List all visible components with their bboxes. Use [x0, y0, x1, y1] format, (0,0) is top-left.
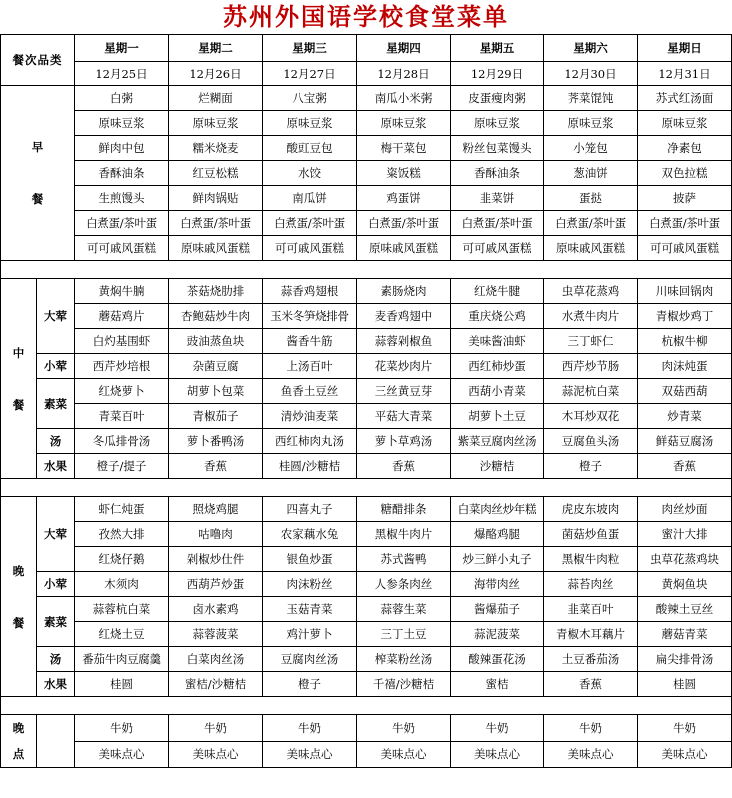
table-row: [1, 741, 732, 768]
dish-cell: 美味点心: [544, 741, 638, 768]
dish-cell: 原味戚风蛋糕: [169, 236, 263, 261]
category-label: 小荤: [37, 572, 75, 597]
dish-cell: 牛奶: [638, 715, 732, 742]
category-label: 汤: [37, 429, 75, 454]
dish-cell: 糯米烧麦: [169, 136, 263, 161]
dish-cell: 人参条肉丝: [357, 572, 451, 597]
dish-cell: 榨菜粉丝汤: [357, 647, 451, 672]
category-label: [37, 715, 75, 768]
dish-cell: 水煮牛肉片: [544, 304, 638, 329]
dish-cell: 西红柿肉丸汤: [263, 429, 357, 454]
table-row: [1, 62, 732, 86]
dish-cell: 酸辣土豆丝: [638, 597, 732, 622]
dish-cell: 红烧仔鹅: [75, 547, 169, 572]
table-row: [1, 404, 732, 429]
date-header: 12月25日: [75, 62, 169, 86]
table-row: [1, 354, 732, 379]
dish-cell: 花菜炒肉片: [357, 354, 451, 379]
dish-cell: 蘑菇鸡片: [75, 304, 169, 329]
dish-cell: 照烧鸡腿: [169, 497, 263, 522]
dish-cell: 美味点心: [169, 741, 263, 768]
dish-cell: 原味戚风蛋糕: [544, 236, 638, 261]
dish-cell: 卤水素鸡: [169, 597, 263, 622]
dish-cell: 咕噜肉: [169, 522, 263, 547]
dish-cell: 香酥油条: [451, 161, 544, 186]
dish-cell: 桂圆: [638, 672, 732, 697]
meal-label: 中 餐: [1, 279, 37, 479]
dish-cell: 双菇西葫: [638, 379, 732, 404]
meal-label: 晚 餐: [1, 497, 37, 697]
dish-cell: 肉沫粉丝: [263, 572, 357, 597]
dish-cell: 蒜香鸡翅根: [263, 279, 357, 304]
dish-cell: 蒜蓉杭白菜: [75, 597, 169, 622]
dish-cell: 原味豆浆: [169, 111, 263, 136]
category-label: 汤: [37, 647, 75, 672]
date-header: 12月30日: [544, 62, 638, 86]
dish-cell: 鲜菇豆腐汤: [638, 429, 732, 454]
dish-cell: 香蕉: [544, 672, 638, 697]
day-header: 星期四: [357, 35, 451, 62]
dish-cell: 八宝粥: [263, 86, 357, 111]
dish-cell: 麦香鸡翅中: [357, 304, 451, 329]
category-label: 素菜: [37, 597, 75, 647]
dish-cell: 美味点心: [263, 741, 357, 768]
table-row: [1, 672, 732, 697]
dish-cell: 葱油饼: [544, 161, 638, 186]
date-header: 12月29日: [451, 62, 544, 86]
dish-cell: 虾仁炖蛋: [75, 497, 169, 522]
dish-cell: 蘑菇青菜: [638, 622, 732, 647]
dish-cell: 酸豇豆包: [263, 136, 357, 161]
day-header: 星期三: [263, 35, 357, 62]
dish-cell: 冬瓜排骨汤: [75, 429, 169, 454]
date-header: 12月28日: [357, 62, 451, 86]
dish-cell: 白灼基围虾: [75, 329, 169, 354]
table-row: [1, 522, 732, 547]
dish-cell: 梅干菜包: [357, 136, 451, 161]
dish-cell: 原味豆浆: [357, 111, 451, 136]
table-row: [1, 454, 732, 479]
dish-cell: 虫草花蒸鸡块: [638, 547, 732, 572]
dish-cell: 烂糊面: [169, 86, 263, 111]
dish-cell: 川味回锅肉: [638, 279, 732, 304]
dish-cell: 炒三鲜小丸子: [451, 547, 544, 572]
dish-cell: 白煮蛋/茶叶蛋: [357, 211, 451, 236]
dish-cell: 杏鲍菇炒牛肉: [169, 304, 263, 329]
dish-cell: 桂圆: [75, 672, 169, 697]
dish-cell: 韭菜饼: [451, 186, 544, 211]
day-header: 星期六: [544, 35, 638, 62]
dish-cell: 香蕉: [638, 454, 732, 479]
dish-cell: 沙糖桔: [451, 454, 544, 479]
dish-cell: 千禧/沙糖桔: [357, 672, 451, 697]
dish-cell: 四喜丸子: [263, 497, 357, 522]
dish-cell: 三丝黄豆芽: [357, 379, 451, 404]
table-row: [1, 497, 732, 522]
dish-cell: 白粥: [75, 86, 169, 111]
dish-cell: 小笼包: [544, 136, 638, 161]
table-row: [1, 547, 732, 572]
table-row: [1, 597, 732, 622]
dish-cell: 原味戚风蛋糕: [357, 236, 451, 261]
table-row: [1, 211, 732, 236]
day-header: 星期一: [75, 35, 169, 62]
dish-cell: 虎皮东坡肉: [544, 497, 638, 522]
category-label: 水果: [37, 454, 75, 479]
dish-cell: 肉沫炖蛋: [638, 354, 732, 379]
dish-cell: 土豆番茄汤: [544, 647, 638, 672]
table-row: [1, 236, 732, 261]
table-row: [1, 186, 732, 211]
dish-cell: 牛奶: [169, 715, 263, 742]
table-row: [1, 715, 732, 742]
dish-cell: 可可戚风蛋糕: [263, 236, 357, 261]
dish-cell: 胡萝卜包菜: [169, 379, 263, 404]
dish-cell: 白煮蛋/茶叶蛋: [169, 211, 263, 236]
dish-cell: 菌菇炒鱼蛋: [544, 522, 638, 547]
dish-cell: 酸辣蛋花汤: [451, 647, 544, 672]
dish-cell: 农家藕水兔: [263, 522, 357, 547]
dish-cell: 红烧土豆: [75, 622, 169, 647]
dish-cell: 孜然大排: [75, 522, 169, 547]
dish-cell: 爆酪鸡腿: [451, 522, 544, 547]
dish-cell: 白煮蛋/茶叶蛋: [263, 211, 357, 236]
meal-label: 早 餐: [1, 86, 75, 261]
dish-cell: 三丁虾仁: [544, 329, 638, 354]
category-label: 大荤: [37, 279, 75, 354]
dish-cell: 西葫小青菜: [451, 379, 544, 404]
dish-cell: 番茄牛肉豆腐羹: [75, 647, 169, 672]
dish-cell: 杭椒牛柳: [638, 329, 732, 354]
dish-cell: 牛奶: [451, 715, 544, 742]
dish-cell: 水饺: [263, 161, 357, 186]
table-row: [1, 697, 732, 715]
dish-cell: 杂菌豆腐: [169, 354, 263, 379]
category-label: 大荤: [37, 497, 75, 572]
dish-cell: 黄焖鱼块: [638, 572, 732, 597]
dish-cell: 粢饭糕: [357, 161, 451, 186]
dish-cell: 美味点心: [75, 741, 169, 768]
dish-cell: 木耳炒双花: [544, 404, 638, 429]
dish-cell: 蜜桔/沙糖桔: [169, 672, 263, 697]
dish-cell: 红烧萝卜: [75, 379, 169, 404]
dish-cell: 牛奶: [75, 715, 169, 742]
dish-cell: 酱爆茄子: [451, 597, 544, 622]
dish-cell: 酱香牛筋: [263, 329, 357, 354]
dish-cell: 黄焖牛腩: [75, 279, 169, 304]
dish-cell: 可可戚风蛋糕: [75, 236, 169, 261]
dish-cell: 扁尖排骨汤: [638, 647, 732, 672]
table-row: [1, 329, 732, 354]
dish-cell: 银鱼炒蛋: [263, 547, 357, 572]
dish-cell: 重庆烧公鸡: [451, 304, 544, 329]
dish-cell: 蜜桔: [451, 672, 544, 697]
dish-cell: 原味豆浆: [638, 111, 732, 136]
dish-cell: 美味点心: [451, 741, 544, 768]
dish-cell: 玉米冬笋烧排骨: [263, 304, 357, 329]
dish-cell: 蒜蓉剁椒鱼: [357, 329, 451, 354]
dish-cell: 原味豆浆: [75, 111, 169, 136]
dish-cell: 萝卜番鸭汤: [169, 429, 263, 454]
dish-cell: 炒青菜: [638, 404, 732, 429]
dish-cell: 美味酱油虾: [451, 329, 544, 354]
table-row: [1, 111, 732, 136]
dish-cell: 苏式酱鸭: [357, 547, 451, 572]
dish-cell: 白煮蛋/茶叶蛋: [638, 211, 732, 236]
dish-cell: 白菜肉丝汤: [169, 647, 263, 672]
dish-cell: 香酥油条: [75, 161, 169, 186]
table-row: [1, 279, 732, 304]
meal-label: 晚 点: [1, 715, 37, 768]
dish-cell: 蛋挞: [544, 186, 638, 211]
dish-cell: 鲜肉中包: [75, 136, 169, 161]
day-header: 星期日: [638, 35, 732, 62]
category-label: 素菜: [37, 379, 75, 429]
dish-cell: 披萨: [638, 186, 732, 211]
dish-cell: 肉丝炒面: [638, 497, 732, 522]
dish-cell: 橙子: [263, 672, 357, 697]
date-header: 12月27日: [263, 62, 357, 86]
dish-cell: 牛奶: [263, 715, 357, 742]
dish-cell: 可可戚风蛋糕: [638, 236, 732, 261]
dish-cell: 橙子/提子: [75, 454, 169, 479]
divider: [1, 261, 732, 279]
dish-cell: 西红柿炒蛋: [451, 354, 544, 379]
dish-cell: 紫菜豆腐肉丝汤: [451, 429, 544, 454]
dish-cell: 西芹炒节肠: [544, 354, 638, 379]
table-row: [1, 622, 732, 647]
table-row: [1, 647, 732, 672]
dish-cell: 美味点心: [638, 741, 732, 768]
dish-cell: 黑椒牛肉片: [357, 522, 451, 547]
dish-cell: 苏式红汤面: [638, 86, 732, 111]
dish-cell: 上汤百叶: [263, 354, 357, 379]
dish-cell: 香蕉: [357, 454, 451, 479]
table-row: [1, 261, 732, 279]
dish-cell: 桂圆/沙糖桔: [263, 454, 357, 479]
dish-cell: 美味点心: [357, 741, 451, 768]
dish-cell: 青椒木耳藕片: [544, 622, 638, 647]
dish-cell: 橙子: [544, 454, 638, 479]
dish-cell: 青菜百叶: [75, 404, 169, 429]
dish-cell: 豉油蒸鱼块: [169, 329, 263, 354]
dish-cell: 原味豆浆: [451, 111, 544, 136]
dish-cell: 蒜泥杭白菜: [544, 379, 638, 404]
dish-cell: 胡萝卜土豆: [451, 404, 544, 429]
dish-cell: 剁椒炒仕件: [169, 547, 263, 572]
dish-cell: 可可戚风蛋糕: [451, 236, 544, 261]
dish-cell: 牛奶: [544, 715, 638, 742]
day-header: 星期二: [169, 35, 263, 62]
dish-cell: 红烧牛腱: [451, 279, 544, 304]
dish-cell: 豆腐鱼头汤: [544, 429, 638, 454]
dish-cell: 南瓜小米粥: [357, 86, 451, 111]
dish-cell: 韭菜百叶: [544, 597, 638, 622]
dish-cell: 荠菜馄饨: [544, 86, 638, 111]
dish-cell: 牛奶: [357, 715, 451, 742]
dish-cell: 白煮蛋/茶叶蛋: [544, 211, 638, 236]
table-row: [1, 572, 732, 597]
corner-header: 餐次品类: [1, 35, 75, 86]
dish-cell: 蒜苔肉丝: [544, 572, 638, 597]
dish-cell: 白煮蛋/茶叶蛋: [451, 211, 544, 236]
dish-cell: 原味豆浆: [263, 111, 357, 136]
dish-cell: 白煮蛋/茶叶蛋: [75, 211, 169, 236]
divider: [1, 479, 732, 497]
dish-cell: 粉丝包菜馒头: [451, 136, 544, 161]
dish-cell: 双色拉糕: [638, 161, 732, 186]
table-row: [1, 429, 732, 454]
dish-cell: 蒜蓉菠菜: [169, 622, 263, 647]
dish-cell: 皮蛋瘦肉粥: [451, 86, 544, 111]
day-header: 星期五: [451, 35, 544, 62]
date-header: 12月26日: [169, 62, 263, 86]
dish-cell: 黑椒牛肉粒: [544, 547, 638, 572]
date-header: 12月31日: [638, 62, 732, 86]
table-row: [1, 379, 732, 404]
dish-cell: 鲜肉锅贴: [169, 186, 263, 211]
dish-cell: 蒜蓉生菜: [357, 597, 451, 622]
dish-cell: 西葫芦炒蛋: [169, 572, 263, 597]
dish-cell: 蒜泥菠菜: [451, 622, 544, 647]
dish-cell: 南瓜饼: [263, 186, 357, 211]
dish-cell: 净素包: [638, 136, 732, 161]
dish-cell: 玉菇青菜: [263, 597, 357, 622]
dish-cell: 白菜肉丝炒年糕: [451, 497, 544, 522]
dish-cell: 平菇大青菜: [357, 404, 451, 429]
dish-cell: 木须肉: [75, 572, 169, 597]
category-label: 水果: [37, 672, 75, 697]
dish-cell: 原味豆浆: [544, 111, 638, 136]
dish-cell: 蜜汁大排: [638, 522, 732, 547]
dish-cell: 清炒油麦菜: [263, 404, 357, 429]
dish-cell: 青椒茄子: [169, 404, 263, 429]
dish-cell: 鱼香土豆丝: [263, 379, 357, 404]
table-row: [1, 304, 732, 329]
dish-cell: 糖醋排条: [357, 497, 451, 522]
divider: [1, 697, 732, 715]
dish-cell: 茶菇烧肋排: [169, 279, 263, 304]
dish-cell: 生煎馒头: [75, 186, 169, 211]
dish-cell: 豆腐肉丝汤: [263, 647, 357, 672]
dish-cell: 鸡蛋饼: [357, 186, 451, 211]
table-row: [1, 86, 732, 111]
dish-cell: 海带肉丝: [451, 572, 544, 597]
dish-cell: 香蕉: [169, 454, 263, 479]
table-row: [1, 136, 732, 161]
dish-cell: 鸡汁萝卜: [263, 622, 357, 647]
page-title: 苏州外国语学校食堂菜单: [223, 2, 509, 31]
dish-cell: 虫草花蒸鸡: [544, 279, 638, 304]
category-label: 小荤: [37, 354, 75, 379]
dish-cell: 素肠烧肉: [357, 279, 451, 304]
table-row: [1, 479, 732, 497]
dish-cell: 三丁土豆: [357, 622, 451, 647]
dish-cell: 西芹炒培根: [75, 354, 169, 379]
dish-cell: 萝卜草鸡汤: [357, 429, 451, 454]
dish-cell: 红豆松糕: [169, 161, 263, 186]
menu-table: [0, 34, 732, 768]
table-row: [1, 161, 732, 186]
table-row: [1, 35, 732, 62]
dish-cell: 青椒炒鸡丁: [638, 304, 732, 329]
